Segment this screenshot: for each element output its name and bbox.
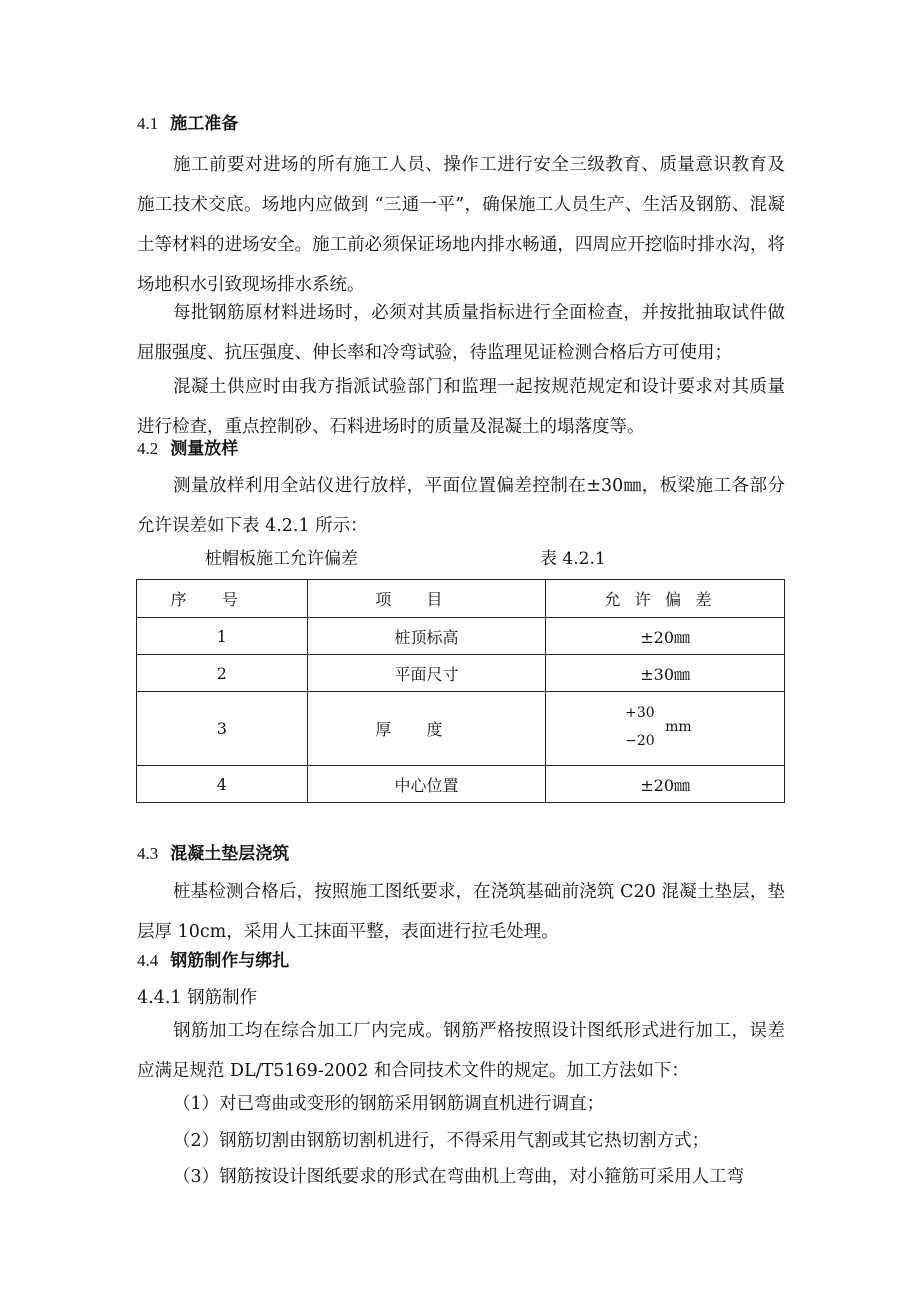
paragraph-survey: 测量放样利用全站仪进行放样，平面位置偏差控制在±30㎜，板梁施工各部分允许误差如下表 4.2.1 所示： — [137, 476, 785, 536]
table-header-row — [137, 580, 785, 618]
section-heading-4-4: 4.4 钢筋制作与绑扎 — [137, 951, 290, 971]
section-heading-4-3: 4.3 混凝土垫层浇筑 — [137, 844, 290, 864]
cell-tolerance — [546, 692, 785, 766]
cell-tolerance: ±30㎜ — [546, 655, 785, 692]
tolerance-upper-lower — [625, 697, 705, 757]
paragraph-rebar-processing: 钢筋加工均在综合加工厂内完成。钢筋严格按照设计图纸形式进行加工，误差应满足规范 DL/T5169-2002 和合同技术文件的规定。加工方法如下： — [137, 1021, 785, 1081]
tolerance-upper: +30 — [625, 704, 655, 721]
list-item: （2）钢筋切割由钢筋切割机进行，不得采用气割或其它热切割方式； — [173, 1131, 710, 1151]
cell-item: 平面尺寸 — [307, 655, 546, 692]
cell-item: 厚度 — [307, 692, 546, 766]
cell-no: 2 — [137, 655, 308, 692]
cell-item: 中心位置 — [307, 766, 546, 803]
cell-item: 桩顶标高 — [307, 618, 546, 655]
section-heading-4-2: 4.2 测量放样 — [137, 439, 239, 459]
table-caption-title: 桩帽板施工允许偏差 — [205, 549, 358, 569]
tolerance-table — [136, 579, 785, 803]
paragraph-concrete-cushion: 桩基检测合格后，按照施工图纸要求，在浇筑基础前浇筑 C20 混凝土垫层，垫层厚 10cm，采用人工抹面平整，表面进行拉毛处理。 — [137, 882, 785, 942]
subsection-heading-4-4-1: 4.4.1 钢筋制作 — [137, 988, 258, 1008]
table-row — [137, 655, 785, 692]
list-item: （1）对已弯曲或变形的钢筋采用钢筋调直机进行调直； — [173, 1094, 605, 1114]
table-row — [137, 766, 785, 803]
table-row — [137, 618, 785, 655]
header-item: 项目 — [307, 580, 546, 618]
cell-no: 4 — [137, 766, 308, 803]
tolerance-unit: mm — [665, 718, 692, 735]
table-caption-number: 表 4.2.1 — [540, 549, 606, 569]
cell-no: 1 — [137, 618, 308, 655]
paragraph-concrete-inspection: 混凝土供应时由我方指派试验部门和监理一起按规范规定和设计要求对其质量进行检查，重点控制砂、石料进场时的质量及混凝土的塌落度等。 — [137, 377, 785, 437]
table-row — [137, 692, 785, 766]
tolerance-lower: −20 — [625, 732, 655, 749]
cell-tolerance: ±20㎜ — [546, 766, 785, 803]
header-tolerance: 允许偏差 — [546, 580, 785, 618]
list-item: （3）钢筋按设计图纸要求的形式在弯曲机上弯曲，对小箍筋可采用人工弯 — [173, 1167, 745, 1187]
cell-no: 3 — [137, 692, 308, 766]
paragraph-rebar-inspection: 每批钢筋原材料进场时，必须对其质量指标进行全面检查，并按批抽取试件做屈服强度、抗压强度、伸长率和冷弯试验，待监理见证检测合格后方可使用； — [137, 303, 785, 363]
paragraph-construction-prep: 施工前要对进场的所有施工人员、操作工进行安全三级教育、质量意识教育及施工技术交底。场地内应做到 “三通一平”，确保施工人员生产、生活及钢筋、混凝土等材料的进场安全。施工前必须保证场地内排水畅通，四周应开挖临时排水沟，将场地积水引致现场排水系统。 — [137, 155, 785, 295]
section-heading-4-1: 4.1 施工准备 — [137, 114, 239, 134]
header-no: 序号 — [137, 580, 308, 618]
cell-tolerance: ±20㎜ — [546, 618, 785, 655]
